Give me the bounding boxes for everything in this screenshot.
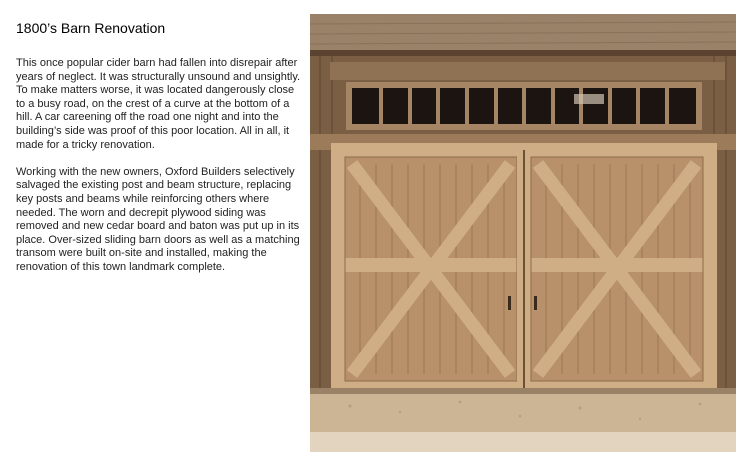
- road: [310, 432, 736, 452]
- article-body: [16, 57, 301, 288]
- article-paragraph-2: Working with the new owners, Oxford Builders selectively salvaged the existing post and beam structure, replacing key posts and beams while reinforcing others where needed. The worn and decrepit plywood siding was removed and new cedar board and baton was put up in its place. Over-sized sliding barn doors as well as a matching transom were built on-site and installed, making the renovation of this town landmark complete.: [16, 165, 300, 273]
- barn-photo-illustration: [310, 14, 736, 452]
- barn-doors-photo: [310, 14, 736, 452]
- page-title: 1800’s Barn Renovation: [16, 20, 166, 36]
- left-barn-door: [338, 150, 524, 388]
- right-barn-door: [524, 150, 710, 388]
- article-paragraph-1: This once popular cider barn had fallen into disrepair after years of neglect. It was structurally unsound and unsightly. To make matters worse, it was located dangerously close to a busy road, on the crest of a curve at the bottom of a hill. A car careening off the road one night and into the building’s side was proof of this poor location. All in all, it made for a tricky renovation.: [16, 57, 301, 151]
